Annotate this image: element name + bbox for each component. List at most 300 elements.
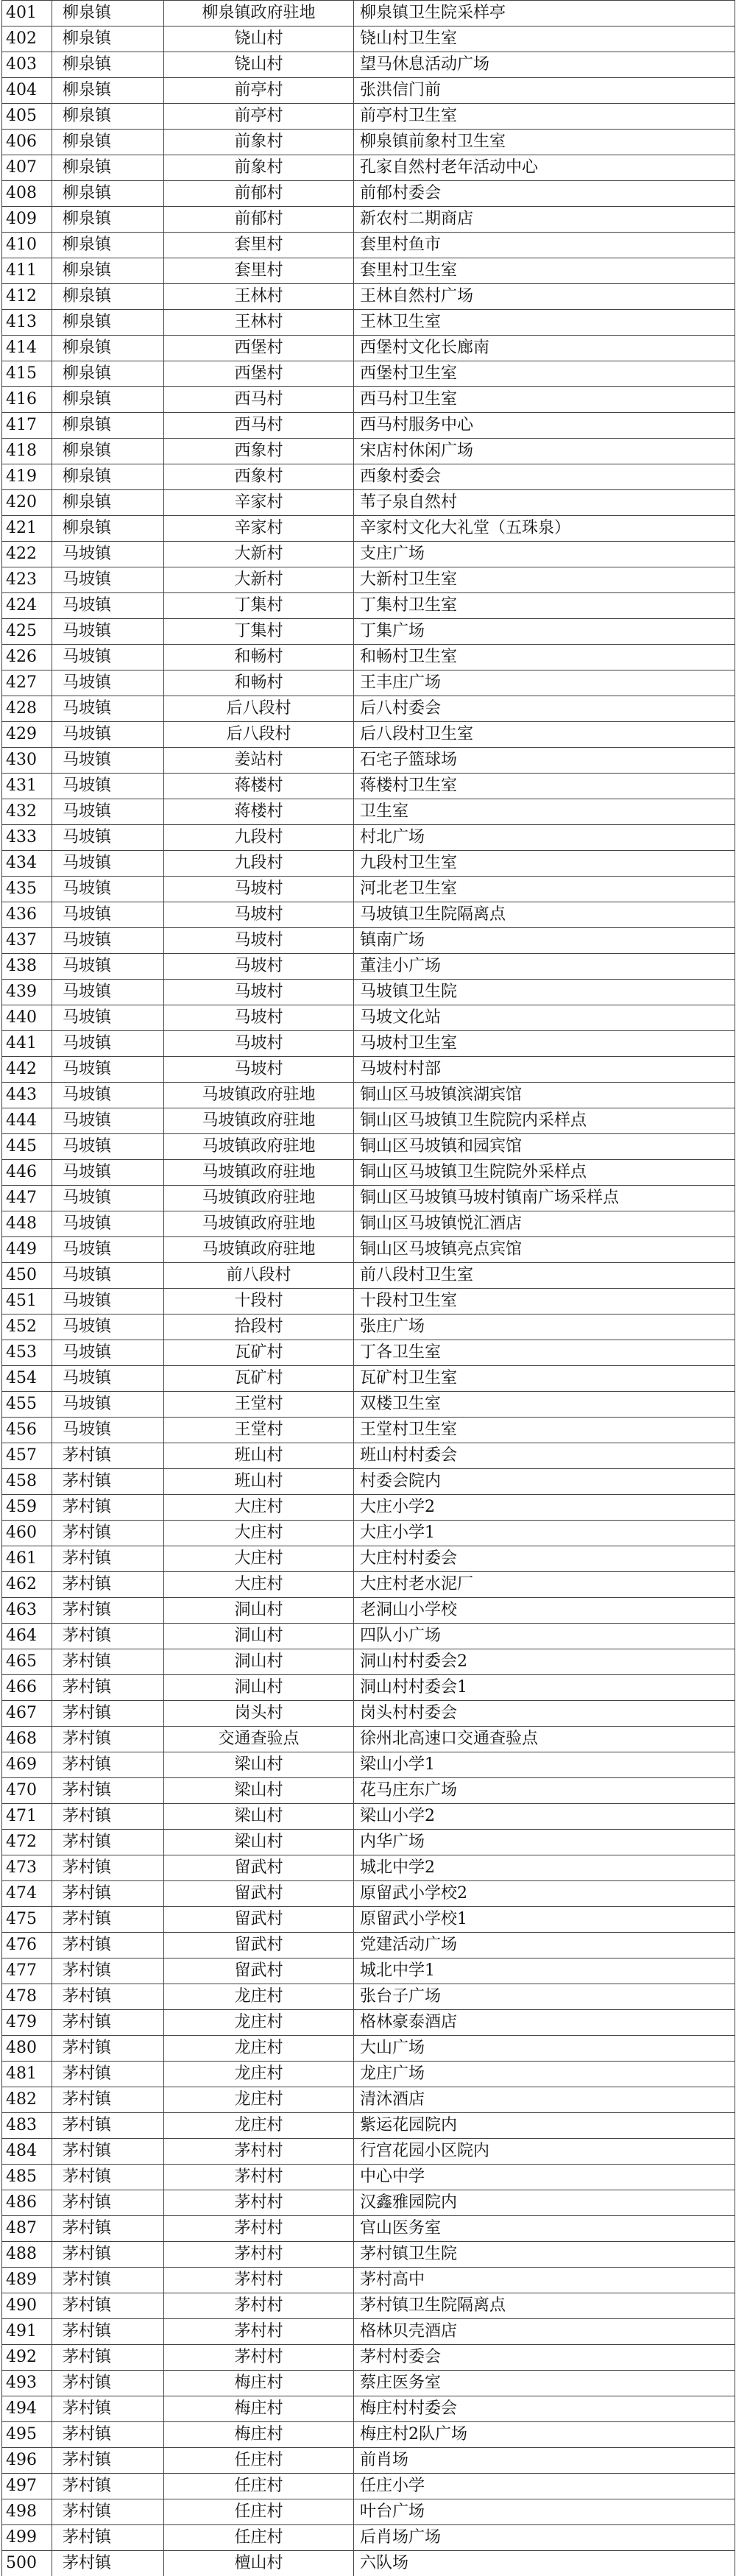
- town-cell: 马坡镇: [52, 902, 164, 928]
- table-row: [2, 1057, 735, 1083]
- town-cell: 柳泉镇: [52, 104, 164, 130]
- location-cell: 张台子广场: [354, 1984, 735, 2010]
- town-cell: 马坡镇: [52, 980, 164, 1005]
- table-row: [2, 902, 735, 928]
- town-cell: 柳泉镇: [52, 516, 164, 542]
- location-cell: 梁山小学2: [354, 1804, 735, 1830]
- row-number-cell: 442: [2, 1057, 52, 1083]
- location-cell: 梅庄村村委会: [354, 2396, 735, 2422]
- table-row: [2, 954, 735, 980]
- row-number-cell: 415: [2, 361, 52, 387]
- row-number-cell: 481: [2, 2062, 52, 2087]
- row-number-cell: 489: [2, 2268, 52, 2293]
- location-cell: 西堡村卫生室: [354, 361, 735, 387]
- town-cell: 马坡镇: [52, 748, 164, 774]
- row-number-cell: 480: [2, 2036, 52, 2062]
- row-number-cell: 409: [2, 207, 52, 233]
- town-cell: 马坡镇: [52, 1031, 164, 1057]
- table-row: [2, 1804, 735, 1830]
- table-row: [2, 619, 735, 645]
- site-cell: 茅村村: [164, 2242, 354, 2268]
- site-cell: 梁山村: [164, 1778, 354, 1804]
- table-row: [2, 1546, 735, 1572]
- location-cell: 洞山村村委会2: [354, 1649, 735, 1675]
- row-number-cell: 419: [2, 464, 52, 490]
- row-number-cell: 406: [2, 130, 52, 155]
- site-cell: 九段村: [164, 825, 354, 851]
- site-cell: 马坡村: [164, 980, 354, 1005]
- row-number-cell: 453: [2, 1340, 52, 1366]
- town-cell: 茅村镇: [52, 1701, 164, 1727]
- row-number-cell: 499: [2, 2525, 52, 2551]
- site-cell: 西堡村: [164, 336, 354, 361]
- table-row: [2, 336, 735, 361]
- town-cell: 柳泉镇: [52, 26, 164, 52]
- row-number-cell: 465: [2, 1649, 52, 1675]
- row-number-cell: 431: [2, 774, 52, 799]
- location-cell: 十段村卫生室: [354, 1289, 735, 1314]
- table-row: [2, 2371, 735, 2396]
- table-row: [2, 284, 735, 310]
- location-cell: 村北广场: [354, 825, 735, 851]
- town-cell: 马坡镇: [52, 877, 164, 902]
- table-row: [2, 567, 735, 593]
- town-cell: 茅村镇: [52, 2113, 164, 2139]
- table-row: [2, 2268, 735, 2293]
- table-row: [2, 413, 735, 439]
- row-number-cell: 463: [2, 1598, 52, 1624]
- location-cell: 王丰庄广场: [354, 670, 735, 696]
- row-number-cell: 492: [2, 2345, 52, 2371]
- row-number-cell: 469: [2, 1752, 52, 1778]
- location-cell: 王堂村卫生室: [354, 1418, 735, 1443]
- location-cell: 龙庄广场: [354, 2062, 735, 2087]
- table-row: [2, 980, 735, 1005]
- row-number-cell: 470: [2, 1778, 52, 1804]
- table-row: [2, 1598, 735, 1624]
- site-cell: 马坡镇政府驻地: [164, 1186, 354, 1211]
- table-row: [2, 2010, 735, 2036]
- row-number-cell: 467: [2, 1701, 52, 1727]
- table-row: [2, 1675, 735, 1701]
- row-number-cell: 440: [2, 1005, 52, 1031]
- table-row: [2, 542, 735, 567]
- row-number-cell: 479: [2, 2010, 52, 2036]
- table-row: [2, 2293, 735, 2319]
- row-number-cell: 418: [2, 439, 52, 464]
- row-number-cell: 405: [2, 104, 52, 130]
- site-cell: 岗头村: [164, 1701, 354, 1727]
- table-row: [2, 1752, 735, 1778]
- row-number-cell: 448: [2, 1211, 52, 1237]
- row-number-cell: 498: [2, 2499, 52, 2525]
- town-cell: 马坡镇: [52, 1005, 164, 1031]
- site-cell: 茅村村: [164, 2165, 354, 2190]
- table-row: [2, 2113, 735, 2139]
- row-number-cell: 477: [2, 1958, 52, 1984]
- row-number-cell: 496: [2, 2448, 52, 2474]
- site-cell: 洞山村: [164, 1649, 354, 1675]
- row-number-cell: 425: [2, 619, 52, 645]
- site-cell: 留武村: [164, 1907, 354, 1933]
- town-cell: 茅村镇: [52, 2371, 164, 2396]
- town-cell: 茅村镇: [52, 1649, 164, 1675]
- location-cell: 新农村二期商店: [354, 207, 735, 233]
- table-row: [2, 593, 735, 619]
- site-cell: 茅村村: [164, 2319, 354, 2345]
- town-cell: 茅村镇: [52, 2396, 164, 2422]
- site-cell: 茅村村: [164, 2345, 354, 2371]
- location-cell: 西马村卫生室: [354, 387, 735, 413]
- row-number-cell: 413: [2, 310, 52, 336]
- row-number-cell: 491: [2, 2319, 52, 2345]
- site-cell: 任庄村: [164, 2474, 354, 2499]
- site-cell: 任庄村: [164, 2448, 354, 2474]
- location-cell: 汉鑫雅园院内: [354, 2190, 735, 2216]
- table-row: [2, 207, 735, 233]
- row-number-cell: 476: [2, 1933, 52, 1958]
- town-cell: 茅村镇: [52, 1624, 164, 1649]
- table-row: [2, 1134, 735, 1160]
- location-cell: 大新村卫生室: [354, 567, 735, 593]
- location-cell: 河北老卫生室: [354, 877, 735, 902]
- town-cell: 马坡镇: [52, 542, 164, 567]
- table-row: [2, 2422, 735, 2448]
- site-cell: 茅村村: [164, 2293, 354, 2319]
- location-cell: 铜山区马坡镇悦汇酒店: [354, 1211, 735, 1237]
- table-row: [2, 1907, 735, 1933]
- row-number-cell: 488: [2, 2242, 52, 2268]
- table-row: [2, 2319, 735, 2345]
- table-row: [2, 2525, 735, 2551]
- site-cell: 前八段村: [164, 1263, 354, 1289]
- site-cell: 套里村: [164, 233, 354, 258]
- row-number-cell: 434: [2, 851, 52, 877]
- location-cell: 城北中学2: [354, 1855, 735, 1881]
- location-cell: 花马庄东广场: [354, 1778, 735, 1804]
- town-cell: 茅村镇: [52, 1958, 164, 1984]
- row-number-cell: 410: [2, 233, 52, 258]
- location-cell: 茅村镇卫生院隔离点: [354, 2293, 735, 2319]
- site-cell: 马坡镇政府驻地: [164, 1237, 354, 1263]
- location-cell: 后八村委会: [354, 696, 735, 722]
- town-cell: 茅村镇: [52, 2010, 164, 2036]
- town-cell: 柳泉镇: [52, 284, 164, 310]
- site-cell: 大庄村: [164, 1521, 354, 1546]
- row-number-cell: 412: [2, 284, 52, 310]
- table-row: [2, 696, 735, 722]
- location-cell: 洞山村村委会1: [354, 1675, 735, 1701]
- town-cell: 马坡镇: [52, 567, 164, 593]
- table-row: [2, 2242, 735, 2268]
- location-cell: 原留武小学校1: [354, 1907, 735, 1933]
- row-number-cell: 433: [2, 825, 52, 851]
- row-number-cell: 497: [2, 2474, 52, 2499]
- town-cell: 柳泉镇: [52, 464, 164, 490]
- town-cell: 马坡镇: [52, 928, 164, 954]
- location-cell: 大庄小学1: [354, 1521, 735, 1546]
- site-cell: 茅村村: [164, 2139, 354, 2165]
- table-row: [2, 1958, 735, 1984]
- town-cell: 茅村镇: [52, 1546, 164, 1572]
- table-row: [2, 1778, 735, 1804]
- table-row: [2, 387, 735, 413]
- table-row: [2, 1418, 735, 1443]
- row-number-cell: 451: [2, 1289, 52, 1314]
- row-number-cell: 407: [2, 155, 52, 181]
- town-cell: 马坡镇: [52, 1314, 164, 1340]
- location-cell: 瓦矿村卫生室: [354, 1366, 735, 1392]
- town-cell: 茅村镇: [52, 1598, 164, 1624]
- table-row: [2, 1314, 735, 1340]
- table-row: [2, 1108, 735, 1134]
- town-cell: 马坡镇: [52, 1418, 164, 1443]
- table-row: [2, 2448, 735, 2474]
- site-cell: 前亭村: [164, 78, 354, 104]
- town-cell: 柳泉镇: [52, 336, 164, 361]
- table-row: [2, 2499, 735, 2525]
- site-cell: 大庄村: [164, 1495, 354, 1521]
- town-cell: 柳泉镇: [52, 207, 164, 233]
- site-cell: 大新村: [164, 567, 354, 593]
- location-cell: 望马休息活动广场: [354, 52, 735, 78]
- town-cell: 马坡镇: [52, 1263, 164, 1289]
- town-cell: 马坡镇: [52, 1237, 164, 1263]
- site-cell: 西象村: [164, 439, 354, 464]
- table-row: [2, 1572, 735, 1598]
- location-cell: 西马村服务中心: [354, 413, 735, 439]
- location-cell: 双楼卫生室: [354, 1392, 735, 1418]
- site-cell: 后八段村: [164, 696, 354, 722]
- table-row: [2, 1649, 735, 1675]
- location-cell: 大庄村老水泥厂: [354, 1572, 735, 1598]
- location-cell: 张庄广场: [354, 1314, 735, 1340]
- row-number-cell: 452: [2, 1314, 52, 1340]
- table-row: [2, 1263, 735, 1289]
- site-cell: 九段村: [164, 851, 354, 877]
- town-cell: 茅村镇: [52, 1804, 164, 1830]
- town-cell: 茅村镇: [52, 2448, 164, 2474]
- table-row: [2, 799, 735, 825]
- site-cell: 龙庄村: [164, 2113, 354, 2139]
- row-number-cell: 439: [2, 980, 52, 1005]
- site-cell: 梅庄村: [164, 2396, 354, 2422]
- row-number-cell: 411: [2, 258, 52, 284]
- location-cell: 前肖场: [354, 2448, 735, 2474]
- table-row: [2, 851, 735, 877]
- town-cell: 马坡镇: [52, 619, 164, 645]
- site-cell: 交通查验点: [164, 1727, 354, 1752]
- town-cell: 马坡镇: [52, 696, 164, 722]
- table-row: [2, 877, 735, 902]
- table-row: [2, 1186, 735, 1211]
- row-number-cell: 485: [2, 2165, 52, 2190]
- row-number-cell: 427: [2, 670, 52, 696]
- site-cell: 西马村: [164, 413, 354, 439]
- location-cell: 铜山区马坡镇和园宾馆: [354, 1134, 735, 1160]
- table-row: [2, 1366, 735, 1392]
- table-row: [2, 2551, 735, 2576]
- location-cell: 后八段村卫生室: [354, 722, 735, 748]
- town-cell: 柳泉镇: [52, 155, 164, 181]
- location-cell: 中心中学: [354, 2165, 735, 2190]
- table-row: [2, 516, 735, 542]
- table-row: [2, 490, 735, 516]
- row-number-cell: 426: [2, 645, 52, 670]
- site-cell: 班山村: [164, 1443, 354, 1469]
- table-row: [2, 722, 735, 748]
- table-row: [2, 1237, 735, 1263]
- location-cell: 西堡村文化长廊南: [354, 336, 735, 361]
- table-row: [2, 104, 735, 130]
- table-row: [2, 258, 735, 284]
- table-row: [2, 748, 735, 774]
- town-cell: 茅村镇: [52, 2499, 164, 2525]
- site-cell: 洞山村: [164, 1624, 354, 1649]
- location-cell: 蒋楼村卫生室: [354, 774, 735, 799]
- row-number-cell: 420: [2, 490, 52, 516]
- row-number-cell: 487: [2, 2216, 52, 2242]
- row-number-cell: 416: [2, 387, 52, 413]
- row-number-cell: 482: [2, 2087, 52, 2113]
- row-number-cell: 438: [2, 954, 52, 980]
- location-cell: 马坡镇卫生院: [354, 980, 735, 1005]
- town-cell: 茅村镇: [52, 2293, 164, 2319]
- location-cell: 丁集村卫生室: [354, 593, 735, 619]
- location-cell: 马坡村村部: [354, 1057, 735, 1083]
- row-number-cell: 495: [2, 2422, 52, 2448]
- table-row: [2, 1881, 735, 1907]
- table-row: [2, 2396, 735, 2422]
- row-number-cell: 402: [2, 26, 52, 52]
- town-cell: 马坡镇: [52, 1134, 164, 1160]
- row-number-cell: 444: [2, 1108, 52, 1134]
- town-cell: 茅村镇: [52, 1984, 164, 2010]
- site-cell: 王林村: [164, 284, 354, 310]
- site-cell: 任庄村: [164, 2525, 354, 2551]
- site-cell: 任庄村: [164, 2499, 354, 2525]
- table-row: [2, 2190, 735, 2216]
- town-cell: 茅村镇: [52, 2036, 164, 2062]
- table-row: [2, 2345, 735, 2371]
- site-cell: 龙庄村: [164, 2036, 354, 2062]
- town-cell: 柳泉镇: [52, 310, 164, 336]
- town-cell: 茅村镇: [52, 2242, 164, 2268]
- row-number-cell: 423: [2, 567, 52, 593]
- row-number-cell: 435: [2, 877, 52, 902]
- table-row: [2, 670, 735, 696]
- row-number-cell: 455: [2, 1392, 52, 1418]
- row-number-cell: 458: [2, 1469, 52, 1495]
- town-cell: 茅村镇: [52, 2190, 164, 2216]
- row-number-cell: 421: [2, 516, 52, 542]
- town-cell: 柳泉镇: [52, 439, 164, 464]
- town-cell: 马坡镇: [52, 1289, 164, 1314]
- location-cell: 卫生室: [354, 799, 735, 825]
- site-cell: 马坡村: [164, 1057, 354, 1083]
- site-cell: 十段村: [164, 1289, 354, 1314]
- row-number-cell: 436: [2, 902, 52, 928]
- row-number-cell: 422: [2, 542, 52, 567]
- location-cell: 格林贝壳酒店: [354, 2319, 735, 2345]
- town-cell: 茅村镇: [52, 1675, 164, 1701]
- town-cell: 柳泉镇: [52, 258, 164, 284]
- location-cell: 前郁村委会: [354, 181, 735, 207]
- location-cell: 九段村卫生室: [354, 851, 735, 877]
- table-row: [2, 1160, 735, 1186]
- site-cell: 洞山村: [164, 1598, 354, 1624]
- table-row: [2, 825, 735, 851]
- table-row: [2, 310, 735, 336]
- table-row: [2, 1933, 735, 1958]
- table-row: [2, 1289, 735, 1314]
- location-cell: 铜山区马坡镇滨湖宾馆: [354, 1083, 735, 1108]
- site-cell: 茅村村: [164, 2216, 354, 2242]
- row-number-cell: 429: [2, 722, 52, 748]
- location-cell: 官山医务室: [354, 2216, 735, 2242]
- row-number-cell: 401: [2, 1, 52, 26]
- site-cell: 留武村: [164, 1933, 354, 1958]
- town-cell: 马坡镇: [52, 799, 164, 825]
- site-cell: 马坡镇政府驻地: [164, 1160, 354, 1186]
- location-cell: 村委会院内: [354, 1469, 735, 1495]
- row-number-cell: 461: [2, 1546, 52, 1572]
- location-cell: 叶台广场: [354, 2499, 735, 2525]
- location-cell: 王林卫生室: [354, 310, 735, 336]
- location-cell: 铜山区马坡镇马坡村镇南广场采样点: [354, 1186, 735, 1211]
- table-body: [2, 1, 735, 2576]
- location-cell: 铜山区马坡镇卫生院院内采样点: [354, 1108, 735, 1134]
- location-cell: 套里村卫生室: [354, 258, 735, 284]
- town-cell: 茅村镇: [52, 1443, 164, 1469]
- table-row: [2, 1521, 735, 1546]
- row-number-cell: 494: [2, 2396, 52, 2422]
- location-cell: 蔡庄医务室: [354, 2371, 735, 2396]
- town-cell: 柳泉镇: [52, 130, 164, 155]
- site-cell: 龙庄村: [164, 2010, 354, 2036]
- town-cell: 茅村镇: [52, 1881, 164, 1907]
- table-row: [2, 2062, 735, 2087]
- row-number-cell: 500: [2, 2551, 52, 2576]
- town-cell: 茅村镇: [52, 1572, 164, 1598]
- location-cell: 董洼小广场: [354, 954, 735, 980]
- site-cell: 王堂村: [164, 1392, 354, 1418]
- location-cell: 石宅子篮球场: [354, 748, 735, 774]
- town-cell: 马坡镇: [52, 670, 164, 696]
- town-cell: 马坡镇: [52, 645, 164, 670]
- site-cell: 拾段村: [164, 1314, 354, 1340]
- site-cell: 马坡镇政府驻地: [164, 1108, 354, 1134]
- location-cell: 柳泉镇前象村卫生室: [354, 130, 735, 155]
- location-cell: 六队场: [354, 2551, 735, 2576]
- town-cell: 茅村镇: [52, 2139, 164, 2165]
- site-cell: 蒋楼村: [164, 774, 354, 799]
- town-cell: 茅村镇: [52, 2216, 164, 2242]
- location-cell: 前亭村卫生室: [354, 104, 735, 130]
- table-row: [2, 2165, 735, 2190]
- site-cell: 大庄村: [164, 1572, 354, 1598]
- town-cell: 柳泉镇: [52, 181, 164, 207]
- site-cell: 马坡村: [164, 902, 354, 928]
- row-number-cell: 445: [2, 1134, 52, 1160]
- site-cell: 铙山村: [164, 52, 354, 78]
- row-number-cell: 449: [2, 1237, 52, 1263]
- table-row: [2, 1624, 735, 1649]
- site-cell: 王堂村: [164, 1418, 354, 1443]
- location-cell: 西象村委会: [354, 464, 735, 490]
- town-cell: 马坡镇: [52, 954, 164, 980]
- table-row: [2, 2139, 735, 2165]
